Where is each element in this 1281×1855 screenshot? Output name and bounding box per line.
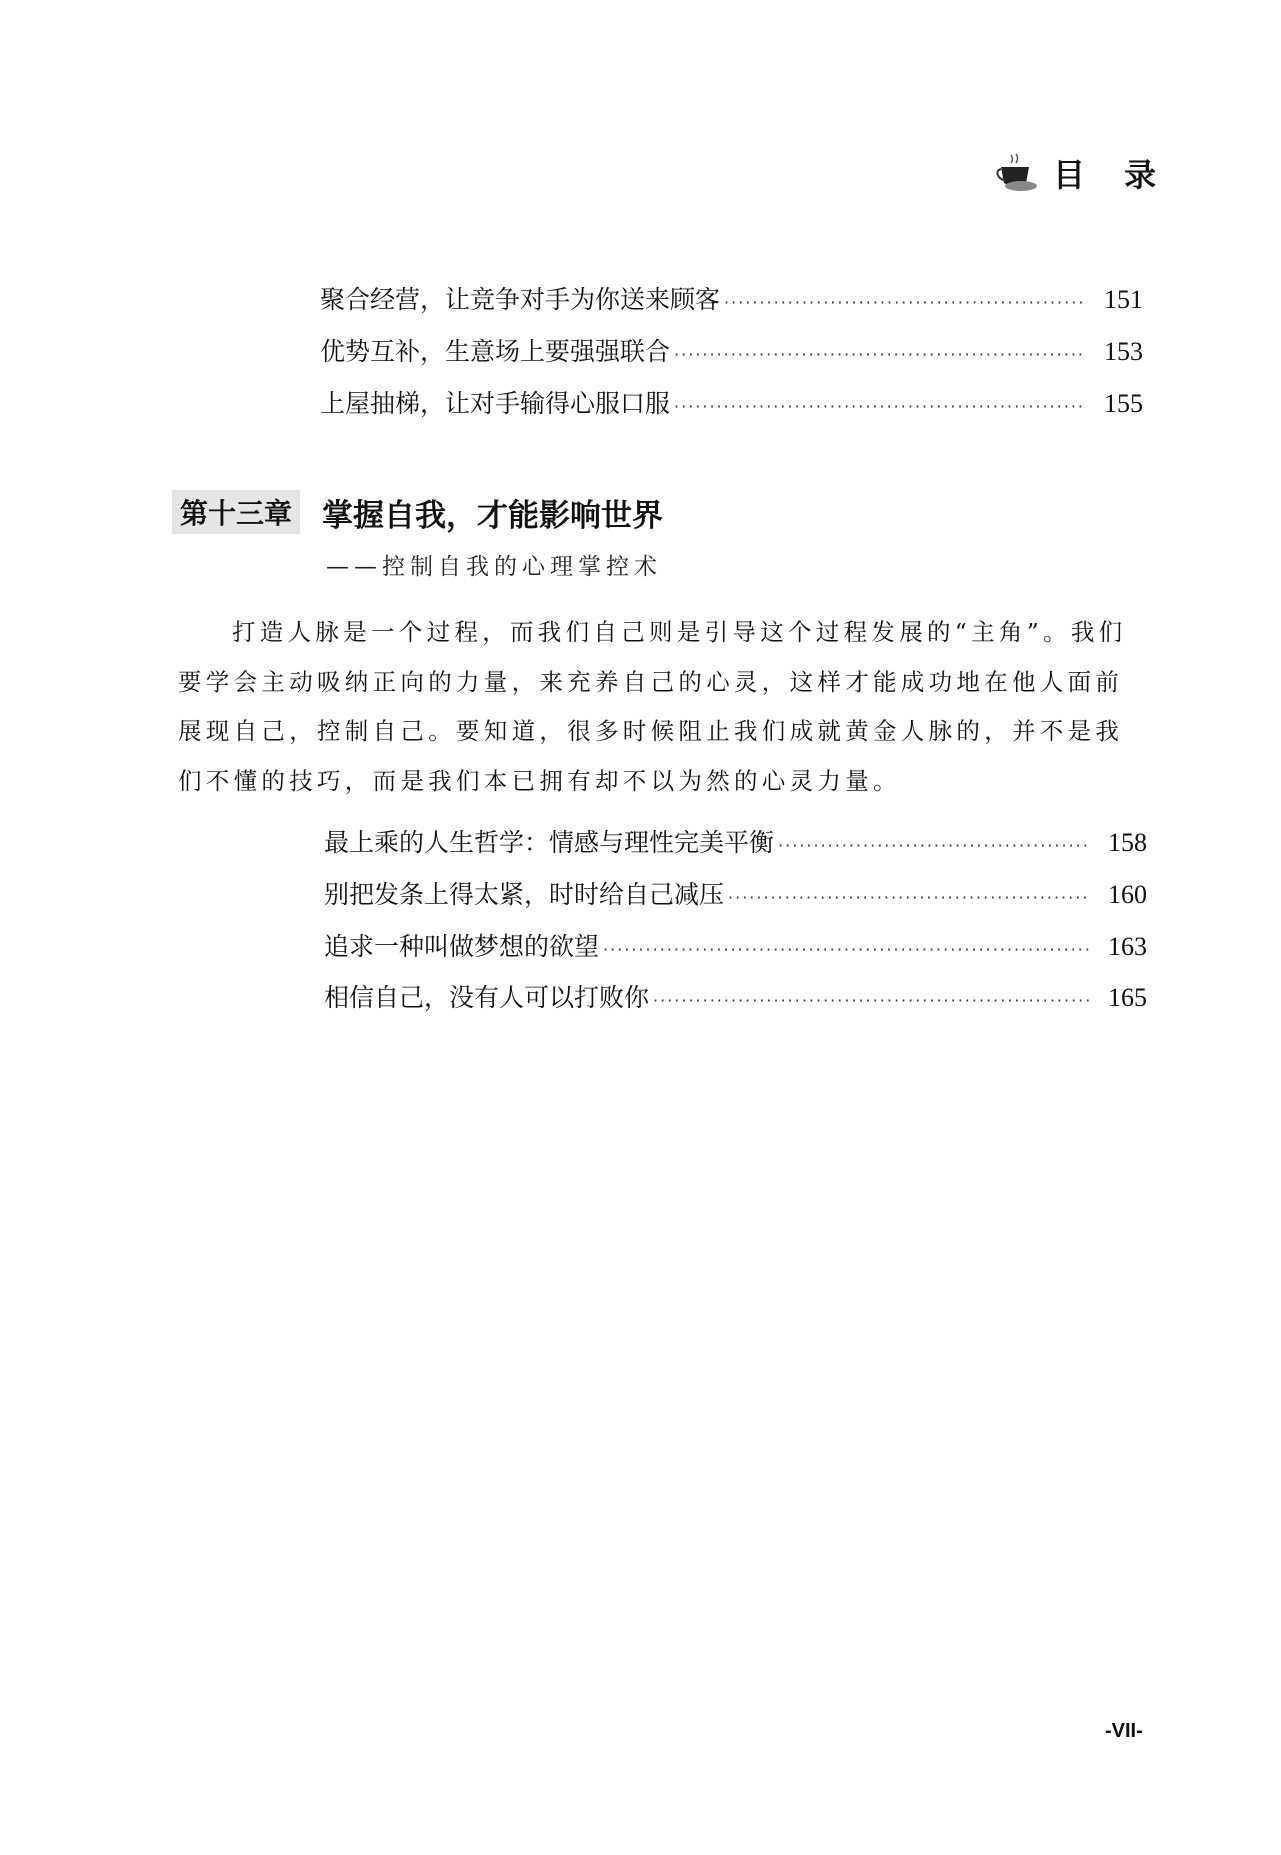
toc-entry[interactable] xyxy=(324,875,1147,909)
leader-dots xyxy=(728,888,1089,907)
toc-entry-title: 聚合经营，让竞争对手为你送来顾客 xyxy=(320,285,721,314)
toc-header xyxy=(995,150,1170,196)
toc-entry[interactable] xyxy=(320,332,1143,366)
toc-entry[interactable] xyxy=(324,927,1147,961)
toc-title: 目 录 xyxy=(1053,156,1171,194)
toc-entry-title: 优势互补，生意场上要强强联合 xyxy=(320,337,671,366)
toc-entry-page: 165 xyxy=(1108,983,1147,1012)
toc-entry-title: 相信自己，没有人可以打败你 xyxy=(324,983,650,1012)
toc-entry-title: 上屋抽梯，让对手输得心服口服 xyxy=(320,389,671,418)
toc-entry-page: 158 xyxy=(1108,828,1147,857)
toc-entry[interactable] xyxy=(324,823,1147,857)
toc-entry[interactable] xyxy=(324,978,1147,1012)
chapter-title[interactable]: 掌握自我，才能影响世界 xyxy=(322,498,663,534)
toc-entry-page: 160 xyxy=(1108,880,1147,909)
leader-dots xyxy=(674,345,1085,364)
toc-entry-page: 163 xyxy=(1108,932,1147,961)
toc-entry[interactable] xyxy=(320,280,1143,314)
toc-entry-page: 153 xyxy=(1104,337,1143,366)
toc-entry-title: 别把发条上得太紧，时时给自己减压 xyxy=(324,880,725,909)
toc-entry-title: 追求一种叫做梦想的欲望 xyxy=(324,932,600,961)
toc-entry-page: 155 xyxy=(1104,389,1143,418)
chapter-label: 第十三章 xyxy=(172,490,300,534)
page-number: -VII- xyxy=(1105,1720,1143,1742)
leader-dots xyxy=(653,991,1089,1010)
leader-dots xyxy=(778,836,1089,855)
toc-entry-title: 最上乘的人生哲学：情感与理性完美平衡 xyxy=(324,828,775,857)
leader-dots xyxy=(724,293,1085,312)
chapter-subtitle: ——控制自我的心理掌控术 xyxy=(326,554,662,580)
toc-entry-page: 151 xyxy=(1104,285,1143,314)
leader-dots xyxy=(674,397,1085,416)
coffee-cup-icon xyxy=(995,153,1039,193)
toc-entry[interactable] xyxy=(320,384,1143,418)
leader-dots xyxy=(603,940,1089,959)
chapter-intro: 打造人脉是一个过程，而我们自己则是引导这个过程发展的“主角”。我们要学会主动吸纳正向的力量，来充养自己的心灵，这样才能成功地在他人面前展现自己，控制自己。要知道，很多时候阻止我们成就黄金人脉的，并不是我们不懂的技巧，而是我们本已拥有却不以为然的心灵力量。 xyxy=(178,618,1127,795)
